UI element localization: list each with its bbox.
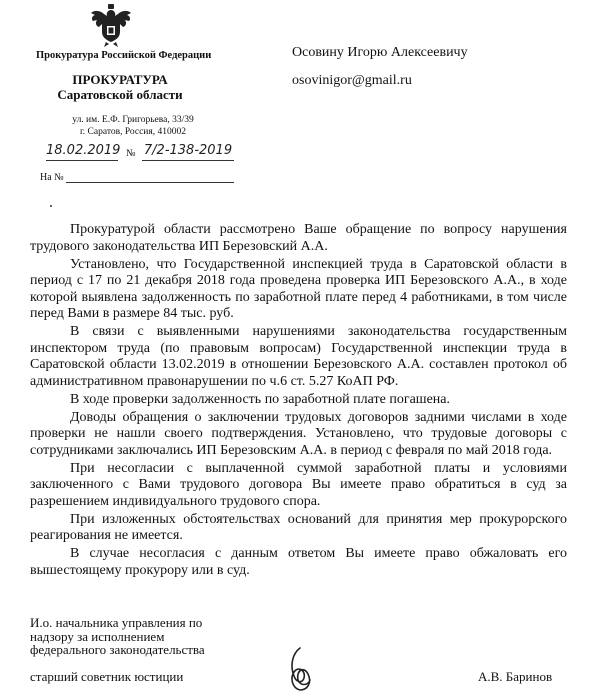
- eagle-emblem-icon: [88, 4, 134, 48]
- recipient-block: [292, 39, 468, 95]
- office-title-line2: Саратовской области: [57, 87, 183, 102]
- signer-title-line1: И.о. начальника управления по: [30, 615, 203, 630]
- office-title-line1: ПРОКУРАТУРА: [72, 72, 168, 87]
- signer-rank: старший советник юстиции: [30, 669, 184, 684]
- signer-name: А.В. Баринов: [478, 669, 553, 684]
- body-paragraph: При изложенных обстоятельствах оснований для принятия мер прокурорского реагирования не имеется.: [30, 511, 567, 543]
- body-paragraph: Доводы обращения о заключении трудовых договоров задними числами в ходе проверки не нашли своего подтверждения. Установлено, что трудовые договоры с сотрудниками заключались ИП Березовским А.А. в период с февраля по май 2018 года.: [30, 409, 567, 458]
- reference-line: [66, 182, 234, 183]
- date-handwritten: 18.02.2019: [46, 142, 118, 161]
- body-paragraph: В ходе проверки задолженность по заработной плате погашена.: [70, 391, 450, 407]
- body-paragraph: В случае несогласия с данным ответом Вы имеете право обжаловать его вышестоящему прокурору или в суд.: [30, 546, 567, 578]
- office-title: [40, 72, 200, 102]
- signer-title-line2: надзору за исполнением: [30, 628, 165, 644]
- recipient-email: osovinigor@gmail.ru: [292, 73, 412, 88]
- signer-title-line3: федерального законодательства: [30, 642, 205, 657]
- address-line2: г. Саратов, Россия, 410002: [79, 127, 187, 137]
- stray-dot: [50, 205, 52, 207]
- reference-label: На №: [40, 172, 64, 183]
- body-paragraph: Прокуратурой области рассмотрено Ваше обращение по вопросу нарушения трудового законодательства ИП Березовский А.А.: [30, 222, 567, 254]
- number-label: №: [126, 148, 136, 159]
- handwritten-signature-icon: [282, 646, 318, 692]
- recipient-name: Осовину Игорю Алексеевичу: [292, 45, 468, 60]
- body-paragraph: Установлено, что Государственной инспекцией труда в Саратовской области в период с 17 по 21 декабря 2018 года проведена проверка ИП Березовского А.А., в ходе которой выявлена задолженность по заработной плате перед 4 работниками, в том числе перед Вами в размере 84 тыс. руб.: [30, 256, 567, 321]
- address-line1: ул. им. Е.Ф. Григорьева, 33/39: [72, 115, 194, 125]
- letter-body: [30, 222, 567, 581]
- number-handwritten: 7/2-138-2019: [142, 142, 234, 161]
- body-paragraph: При несогласии с выплаченной суммой заработной платы и условиями заключенного с Вами трудового договора Вы имеете право обратиться в суд за разрешением индивидуального трудового спора.: [30, 460, 567, 509]
- body-paragraph: В связи с выявленными нарушениями законодательства государственным инспектором труда (по правовым вопросам) Государственной инспекции труда в Саратовской области 13.02.2019 в отношении Березовского А.А. составлен протокол об административном правонарушении по ч.6 ст. 5.27 КоАП РФ.: [30, 324, 567, 389]
- signer-title: [30, 616, 205, 657]
- office-address: [58, 114, 208, 138]
- org-name: Прокуратура Российской Федерации: [36, 50, 212, 61]
